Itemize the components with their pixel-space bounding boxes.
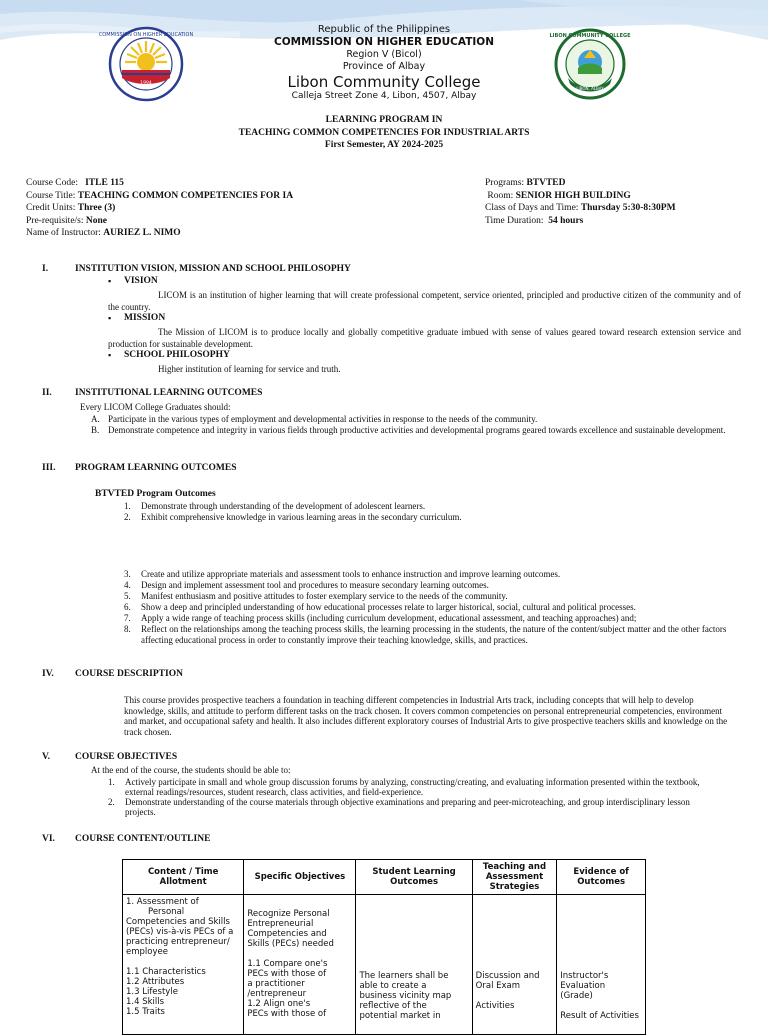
prerequisite-value: None — [85, 215, 108, 226]
mission-label: ▪ MISSION — [124, 313, 165, 323]
cell-line: Skills (PECs) needed — [247, 939, 334, 949]
college-name: Libon Community College — [287, 73, 481, 91]
ilo-list — [91, 414, 741, 436]
philosophy-text: Higher institution of learning for service and truth. — [158, 364, 341, 374]
vision-label: ▪ VISION — [124, 276, 158, 286]
cell-line: 1.3 Lifestyle — [126, 987, 178, 997]
course-info-left — [26, 177, 293, 240]
item-text: Create and utilize appropriate materials and assessment tools to enhance instruction and improve learning outcomes. — [141, 569, 561, 579]
list-item — [124, 602, 741, 613]
cell-line: Result of Activities — [560, 1011, 639, 1021]
item-text: Participate in the various types of employment and developmental activities in response to the needs of the community. — [108, 414, 538, 424]
item-marker: 7. — [124, 613, 131, 623]
cell-line: 1.5 Traits — [126, 1007, 165, 1017]
item-marker: 2. — [124, 512, 131, 522]
room-label: Room: — [487, 190, 514, 201]
class-time-row — [485, 202, 676, 215]
title-line-3: First Semester, AY 2024-2025 — [324, 140, 444, 150]
section-title: COURSE OBJECTIVES — [75, 752, 178, 762]
cell-line: 1.4 Skills — [126, 997, 165, 1007]
header-objectives: Specific Objectives — [244, 860, 356, 895]
item-text: Demonstrate understanding of the course materials through objective examinations and preparing and peer-microteaching, and group interdisciplinary lesson projects. — [125, 797, 690, 817]
cell-line: 1.1 Compare one's — [247, 959, 328, 969]
list-item — [108, 797, 708, 817]
header-strategies: Teaching and Assessment Strategies — [472, 860, 557, 895]
item-text: Actively participate in small and whole group discussion forums by analyzing, constructing/creating, and evaluating information presented within the textbook, external readings/resources, student research, class activities, and field-experience. — [125, 777, 700, 797]
cell-line: Instructor's — [560, 971, 609, 981]
vision-text: LICOM is an institution of higher learning that will create professional competent, service oriented, principled and productive citizen of the community and of the country. — [108, 290, 741, 312]
document-title — [0, 114, 768, 152]
cell-line — [247, 949, 352, 959]
cell-line: Competencies and Skills — [126, 917, 230, 927]
cell-line: 1.2 Align one's — [247, 999, 311, 1009]
cell-line: PECs with those of — [247, 1009, 327, 1019]
credit-units-value: Three (3) — [77, 203, 116, 213]
header-evidence: Evidence of Outcomes — [557, 860, 646, 895]
section-title: COURSE CONTENT/OUTLINE — [75, 834, 211, 844]
section-number: VI. — [42, 834, 55, 844]
title-line-1: LEARNING PROGRAM IN — [325, 115, 443, 125]
cell-line — [476, 991, 554, 1001]
cell-line: a practitioner — [247, 979, 305, 989]
item-text: Apply a wide range of teaching process skills (including curriculum development, educational assessment, and teaching approaches) and; — [141, 613, 637, 623]
cell-line: Activities — [475, 1001, 515, 1011]
header-learning-outcomes: Student Learning Outcomes — [356, 860, 472, 895]
item-text: Design and implement assessment tool and procedures to measure secondary learning outcomes. — [141, 580, 489, 590]
cell-evidence — [557, 895, 646, 1035]
duration-value: 54 hours — [548, 215, 584, 226]
cell-line: (PECs) vis-à-vis PECs of a — [126, 927, 234, 937]
section-5-heading — [42, 752, 177, 762]
cell-line: Competencies and — [247, 929, 327, 939]
licom-seal-bottom-text: LIBON, ALBAY — [576, 86, 604, 91]
section-number: III. — [42, 463, 56, 473]
commission-line: COMMISSION ON HIGHER EDUCATION — [274, 36, 494, 48]
section-number: II. — [42, 388, 52, 398]
item-marker: 2. — [108, 797, 115, 807]
cell-line: Personal — [148, 907, 185, 917]
item-text: Reflect on the relationships among the teaching process skills, the learning processing in the students, the nature of the content/subject matter and the other factors affecting educational process in order to constantly improve their teaching knowledge, skills, and practices. — [141, 624, 727, 645]
letterhead — [0, 24, 768, 102]
ched-seal-year: 1994 — [140, 81, 152, 86]
item-text: Show a deep and principled understanding of how educational processes relate to larger historical, social, cultural and political processes. — [141, 602, 636, 612]
course-code-row — [26, 177, 293, 190]
course-title-value: TEACHING COMMON COMPETENCIES FOR IA — [77, 190, 294, 201]
course-title-row — [26, 190, 293, 203]
section-number: V. — [42, 752, 51, 762]
section-1-heading — [42, 264, 351, 274]
province-line: Province of Albay — [342, 61, 426, 72]
cell-line: Discussion and — [475, 971, 540, 981]
instructor-value: AURIEZ L. NIMO — [103, 228, 181, 238]
cell-line — [560, 1001, 642, 1011]
cell-line: Evaluation — [560, 981, 606, 991]
region-line: Region V (Bicol) — [346, 49, 422, 60]
cell-line: Entrepreneurial — [247, 919, 314, 929]
header-content: Content / Time Allotment — [123, 860, 244, 895]
plo-list-b — [124, 569, 741, 646]
plo-subtitle: BTVTED Program Outcomes — [95, 489, 216, 499]
credit-units-label: Credit Units: — [26, 203, 76, 213]
licom-seal-text: LIBON COMMUNITY COLLEGE — [549, 33, 631, 39]
class-time-label: Class of Days and Time: — [485, 203, 579, 213]
prerequisite-row — [26, 215, 293, 228]
cell-line: Oral Exam — [475, 981, 521, 991]
course-code-value: ITLE 115 — [85, 178, 124, 188]
objectives-intro: At the end of the course, the students should be able to: — [91, 765, 291, 775]
cell-content — [123, 895, 244, 1035]
item-marker: 1. — [108, 777, 115, 787]
cell-line: practicing entrepreneur/ — [126, 937, 230, 947]
class-time-value: Thursday 5:30-8:30PM — [580, 203, 676, 213]
room-value: SENIOR HIGH BUILDING — [515, 190, 631, 201]
list-item — [108, 777, 708, 797]
section-3-heading — [42, 463, 237, 473]
programs-row — [485, 177, 676, 190]
item-text: Manifest enthusiasm and positive attitudes to foster exemplary service to the needs of the community. — [141, 591, 508, 601]
prerequisite-label: Pre-requisite/s: — [26, 215, 84, 226]
cell-line: 1.2 Attributes — [126, 977, 185, 987]
duration-row — [485, 215, 676, 228]
philosophy-label: ▪ SCHOOL PHILOSOPHY — [124, 350, 230, 360]
course-title-label: Course Title: — [26, 190, 76, 201]
cell-line: 1.1 Characteristics — [126, 967, 206, 977]
item-marker: B. — [91, 425, 100, 435]
cell-line: able to create a — [359, 981, 427, 991]
section-title: INSTITUTION VISION, MISSION AND SCHOOL PHILOSOPHY — [75, 264, 351, 274]
cell-objectives — [244, 895, 356, 1035]
list-item — [124, 624, 741, 646]
section-6-heading — [42, 834, 210, 844]
item-marker: 3. — [124, 569, 131, 579]
ched-seal-text: COMMISSION ON HIGHER EDUCATION — [98, 32, 194, 38]
list-item — [124, 580, 741, 591]
item-text: Demonstrate competence and integrity in various fields through productive activities and developmental programs geared towards excellence and sustainable development. — [108, 425, 726, 435]
list-item — [124, 591, 741, 602]
course-info-right — [485, 177, 676, 227]
course-description-text: This course provides prospective teachers a foundation in teaching different competencies in Industrial Arts track, including concepts that will help to develop knowledge, skills, and attitude to perform different tasks on the track chosen. It covers common competencies on personal entrepreneurial competencies, environment and market, and occupational safety and health. It also includes different exploratory courses of Industrial Arts to give prospective teachers skills and knowledge on the track chosen. — [124, 695, 728, 737]
section-title: PROGRAM LEARNING OUTCOMES — [75, 463, 237, 473]
republic-line: Republic of the Philippines — [317, 24, 451, 35]
list-item — [91, 414, 741, 425]
list-item — [124, 569, 741, 580]
item-marker: 6. — [124, 602, 131, 612]
cell-line: reflective of the — [359, 1001, 427, 1011]
list-item — [124, 512, 741, 523]
cell-line: Recognize Personal — [247, 909, 330, 919]
duration-label: Time Duration: — [485, 215, 544, 226]
cell-line: (Grade) — [560, 991, 593, 1001]
item-marker: 1. — [124, 501, 131, 511]
cell-line: business vicinity map — [359, 991, 452, 1001]
instructor-row — [26, 227, 293, 240]
programs-value: BTVTED — [526, 178, 566, 188]
section-4-heading — [42, 669, 183, 679]
list-item — [91, 425, 741, 436]
mission-text: The Mission of LICOM is to produce locally and globally competitive graduate imbued with sense of values geared toward research extension service and production for sustainable development. — [108, 327, 741, 349]
cell-learning-outcomes — [356, 895, 472, 1035]
table-row — [123, 895, 646, 1035]
item-marker: 8. — [124, 624, 131, 634]
table-header-row — [123, 860, 646, 895]
section-number: IV. — [42, 669, 54, 679]
item-text: Exhibit comprehensive knowledge in various learning areas in the secondary curriculum. — [141, 512, 462, 522]
cell-line: /entrepreneur — [247, 989, 307, 999]
objectives-list — [108, 777, 708, 817]
cell-line: PECs with those of — [247, 969, 327, 979]
item-text: Demonstrate through understanding of the development of adolescent learners. — [141, 501, 426, 511]
section-title: INSTITUTIONAL LEARNING OUTCOMES — [75, 388, 263, 398]
cell-line: The learners shall be — [359, 971, 449, 981]
course-code-label: Course Code: — [26, 178, 78, 188]
section-number: I. — [42, 264, 49, 274]
cell-line: 1. Assessment of — [126, 897, 199, 907]
title-line-2: TEACHING COMMON COMPETENCIES FOR INDUSTRIAL ARTS — [238, 127, 530, 138]
cell-line: potential market in — [359, 1011, 441, 1021]
cell-strategies — [472, 895, 557, 1035]
item-marker: 4. — [124, 580, 131, 590]
list-item — [124, 613, 741, 624]
instructor-label: Name of Instructor: — [26, 228, 101, 238]
credit-units-row — [26, 202, 293, 215]
cell-line: employee — [126, 947, 168, 957]
course-outline-table — [122, 859, 646, 1035]
item-marker: A. — [91, 414, 100, 424]
section-2-heading — [42, 388, 262, 398]
ilo-intro: Every LICOM College Graduates should: — [80, 402, 231, 412]
section-title: COURSE DESCRIPTION — [75, 669, 183, 679]
college-address: Calleja Street Zone 4, Libon, 4507, Albay — [291, 91, 477, 101]
item-marker: 5. — [124, 591, 131, 601]
programs-label: Programs: — [485, 178, 525, 188]
list-item — [124, 501, 741, 512]
plo-list-a — [124, 501, 741, 523]
room-row — [485, 190, 676, 203]
cell-line — [126, 957, 240, 967]
